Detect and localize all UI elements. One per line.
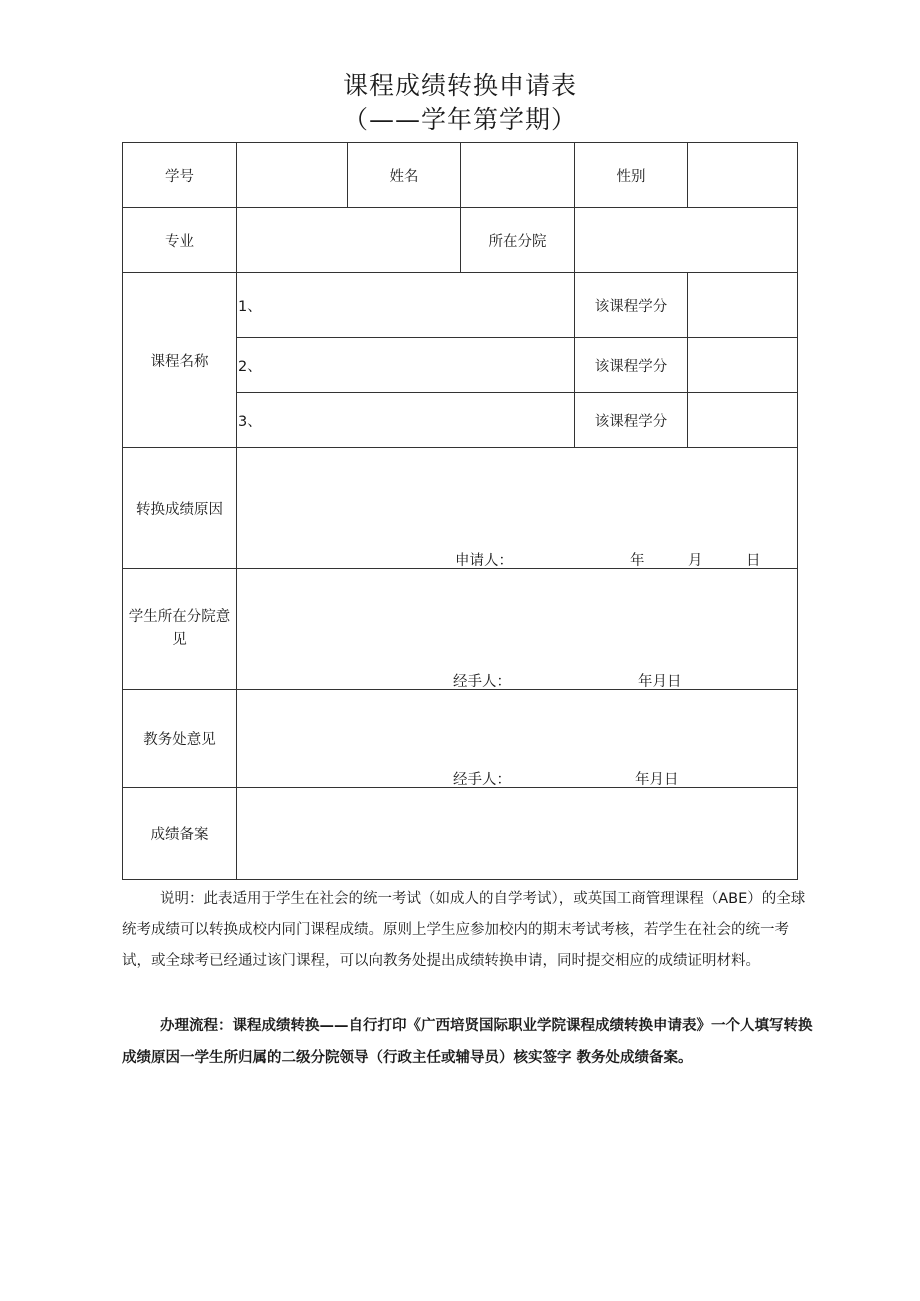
name-label: 姓名 bbox=[347, 142, 461, 208]
academic-date: 年月日 bbox=[635, 772, 679, 788]
course-3-number: 3、 bbox=[238, 413, 262, 430]
reason-year: 年 bbox=[630, 553, 645, 569]
credit-2-label: 该课程学分 bbox=[574, 337, 688, 393]
course-3-field[interactable] bbox=[236, 392, 575, 448]
branch-opinion-label: 学生所在分院意见 bbox=[122, 568, 237, 690]
major-label: 专业 bbox=[122, 207, 237, 273]
credit-2-field[interactable] bbox=[687, 337, 798, 393]
reason-month: 月 bbox=[688, 553, 703, 569]
gender-field[interactable] bbox=[687, 142, 798, 208]
record-field[interactable] bbox=[236, 787, 798, 880]
major-field[interactable] bbox=[236, 207, 461, 273]
record-label: 成绩备案 bbox=[122, 787, 237, 880]
course-name-label: 课程名称 bbox=[122, 272, 237, 448]
gender-label: 性别 bbox=[574, 142, 688, 208]
branch-opinion-field[interactable] bbox=[236, 568, 798, 690]
branch-field[interactable] bbox=[574, 207, 798, 273]
course-1-number: 1、 bbox=[238, 298, 262, 315]
academic-opinion-field[interactable] bbox=[236, 689, 798, 788]
branch-label: 所在分院 bbox=[460, 207, 575, 273]
credit-1-label: 该课程学分 bbox=[574, 272, 688, 338]
reason-day: 日 bbox=[746, 553, 761, 569]
applicant-label: 申请人： bbox=[455, 553, 513, 569]
note-paragraph: 说明：此表适用于学生在社会的统一考试（如成人的自学考试），或英国工商管理课程（ABE）的全球统考成绩可以转换成校内同门课程成绩。原则上学生应参加校内的期末考试考核，若学生在社会的统一考试，或全球考已经通过该门课程，可以向教务处提出成绩转换申请，同时提交相应的成绩证明材料。 bbox=[122, 891, 806, 969]
name-field[interactable] bbox=[460, 142, 575, 208]
reason-label: 转换成绩原因 bbox=[122, 447, 237, 569]
course-2-field[interactable] bbox=[236, 337, 575, 393]
academic-opinion-label: 教务处意见 bbox=[122, 689, 237, 788]
credit-3-label: 该课程学分 bbox=[574, 392, 688, 448]
course-2-number: 2、 bbox=[238, 358, 262, 375]
credit-3-field[interactable] bbox=[687, 392, 798, 448]
page-title: 课程成绩转换申请表 bbox=[342, 71, 577, 100]
branch-handler-label: 经手人： bbox=[453, 674, 511, 690]
page-subtitle: （——学年第学期） bbox=[342, 105, 577, 134]
student-id-label: 学号 bbox=[122, 142, 237, 208]
reason-field[interactable] bbox=[236, 447, 798, 569]
academic-handler-label: 经手人： bbox=[453, 772, 511, 788]
credit-1-field[interactable] bbox=[687, 272, 798, 338]
student-id-field[interactable] bbox=[236, 142, 348, 208]
branch-date: 年月日 bbox=[638, 674, 682, 690]
course-1-field[interactable] bbox=[236, 272, 575, 338]
procedure-paragraph: 办理流程：课程成绩转换——自行打印《广西培贤国际职业学院课程成绩转换申请表》一个人填写转换成绩原因一学生所归属的二级分院领导（行政主任或辅导员）核实签字 教务处成绩备案。 bbox=[122, 1018, 813, 1066]
